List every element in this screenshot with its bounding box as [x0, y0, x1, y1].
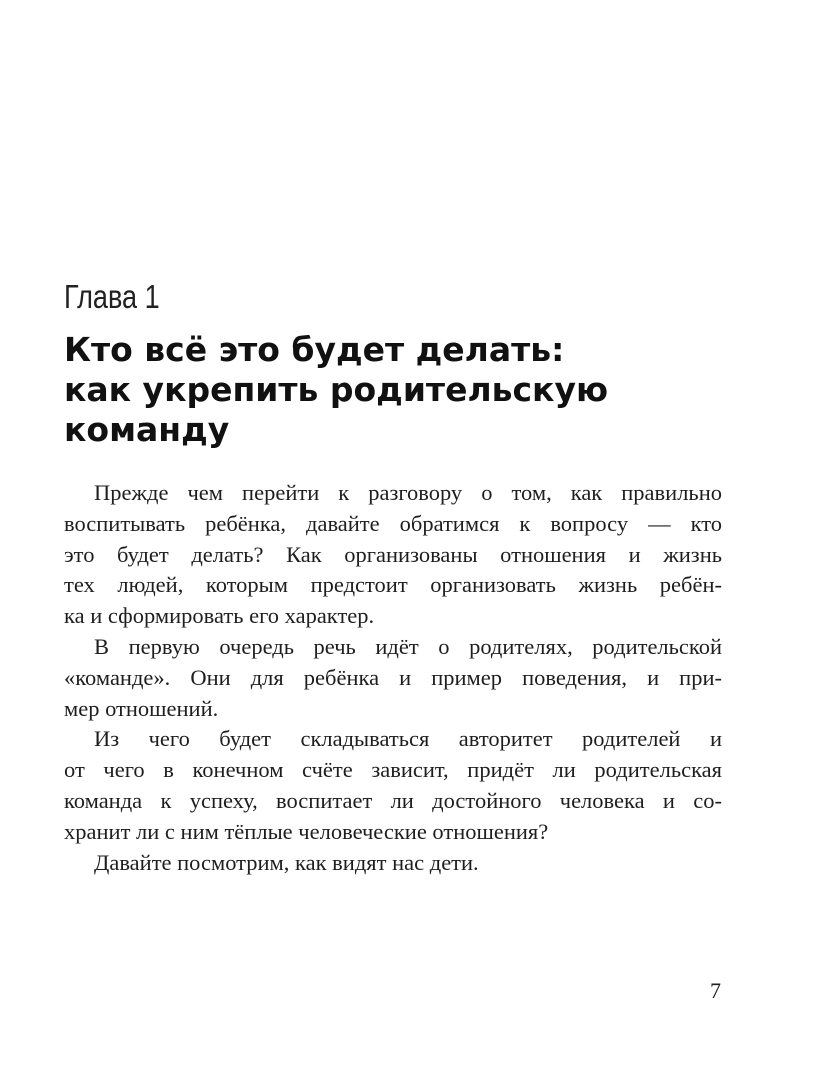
text-line: ка и сформировать его характер.	[64, 603, 375, 629]
text-line: Прежде чем перейти к разговору о том, как правильно	[94, 480, 722, 505]
text-line: это будет делать? Как организованы отношения и жизнь	[64, 541, 722, 567]
text-line: Давайте посмотрим, как видят нас дети.	[94, 849, 479, 875]
paragraph-4	[64, 848, 722, 879]
text-line: В первую очередь речь идёт о родителях, родительской	[94, 633, 722, 659]
text-line: тех людей, которым предстоит организовать жизнь ребён-	[64, 572, 722, 598]
paragraph-2	[64, 632, 722, 724]
title-line: команду	[64, 410, 230, 449]
text-line: воспитывать ребёнка, давайте обратимся к вопросу — кто	[64, 510, 722, 536]
text-line: «команде». Они для ребёнка и пример поведения, и при-	[64, 664, 722, 690]
body-text	[64, 478, 722, 878]
text-line: от чего в конечном счёте зависит, придёт ли родительская	[64, 757, 722, 783]
chapter-label: Глава 1	[64, 278, 160, 315]
title-line: Кто всё это будет делать:	[64, 330, 565, 369]
title-line: как укрепить родительскую	[64, 370, 609, 409]
text-line: Из чего будет складываться авторитет родителей и	[94, 726, 722, 752]
chapter-title	[64, 330, 764, 450]
page-number: 7	[710, 978, 721, 1003]
text-line: хранит ли с ним тёплые человеческие отношения?	[64, 818, 549, 844]
paragraph-1	[64, 478, 722, 632]
paragraph-3	[64, 724, 722, 847]
text-line: мер отношений.	[64, 695, 219, 721]
text-line: команда к успеху, воспитает ли достойного человека и со-	[64, 787, 722, 813]
